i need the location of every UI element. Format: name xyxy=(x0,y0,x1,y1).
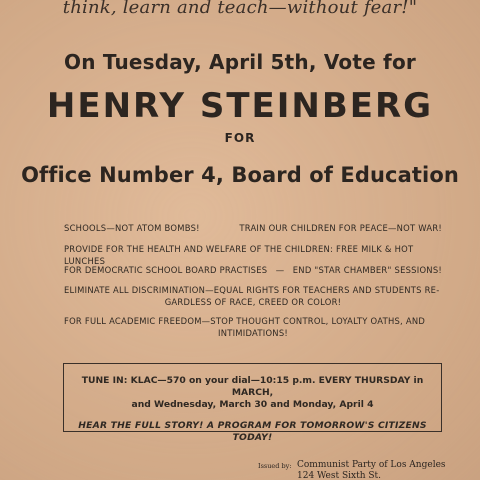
plank-schools-right: TRAIN OUR CHILDREN FOR PEACE—NOT WAR! xyxy=(239,223,442,233)
plank-schools xyxy=(64,222,442,234)
plank-democratic xyxy=(64,264,442,276)
quote-fragment: think, learn and teach—without fear!" xyxy=(62,0,418,18)
plank-dash: — xyxy=(275,265,285,275)
vote-date-line: On Tuesday, April 5th, Vote for xyxy=(64,50,416,74)
candidate-name: HENRY STEINBERG xyxy=(46,86,434,126)
plank-freedom-line1: FOR FULL ACADEMIC FREEDOM—STOP THOUGHT CONTROL, LOYALTY OATHS, AND xyxy=(64,316,426,326)
radio-schedule-line2: and Wednesday, March 30 and Monday, April 4 xyxy=(131,399,374,410)
issuer-address: 124 West Sixth St. xyxy=(297,471,382,480)
plank-discrimination-line2: GARDLESS OF RACE, CREED OR COLOR! xyxy=(164,297,342,307)
radio-slogan: HEAR THE FULL STORY! A PROGRAM FOR TOMORROW'S CITIZENS TODAY! xyxy=(78,420,427,443)
plank-democratic-left: FOR DEMOCRATIC SCHOOL BOARD PRACTISES xyxy=(64,265,268,275)
plank-discrimination-line1: ELIMINATE ALL DISCRIMINATION—EQUAL RIGHTS FOR TEACHERS AND STUDENTS RE- xyxy=(64,285,440,295)
plank-schools-left: SCHOOLS—NOT ATOM BOMBS! xyxy=(64,223,200,233)
issuer-name: Communist Party of Los Angeles xyxy=(297,460,446,470)
issued-by-label: Issued by: xyxy=(258,462,292,470)
for-word: FOR xyxy=(224,131,256,145)
plank-health-text: PROVIDE FOR THE HEALTH AND WELFARE OF THE CHILDREN: FREE MILK & HOT LUNCHES xyxy=(64,244,414,266)
issuer-block xyxy=(297,460,446,480)
plank-freedom-line2: INTIMIDATIONS! xyxy=(217,328,288,338)
plank-democratic-right: END "STAR CHAMBER" SESSIONS! xyxy=(292,265,442,275)
plank-discrimination xyxy=(64,284,442,308)
radio-program-box xyxy=(63,363,442,443)
office-title: Office Number 4, Board of Education xyxy=(21,163,459,187)
plank-freedom xyxy=(64,315,442,339)
radio-schedule-line1: TUNE IN: KLAC—570 on your dial—10:15 p.m. EVERY THURSDAY in MARCH, xyxy=(81,375,424,398)
